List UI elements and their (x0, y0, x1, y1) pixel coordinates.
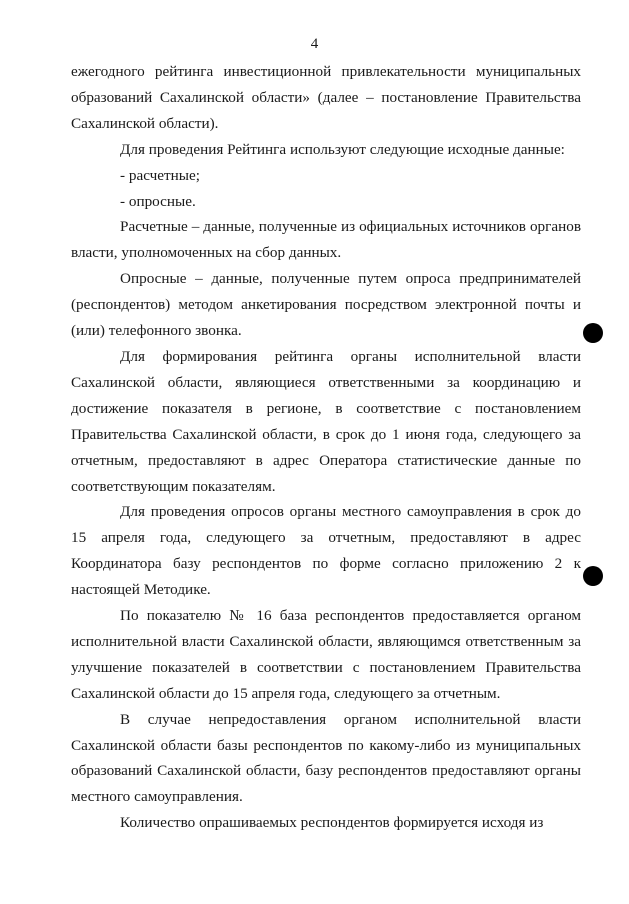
hole-punch-mark (583, 566, 603, 586)
page-number: 4 (310, 36, 319, 52)
paragraph-intro-continuation: ежегодного рейтинга инвестиционной привлекательности муниципальных образований Сахалинской области» (далее – постановление Правительства Сахалинской области). (71, 63, 581, 132)
list-item-survey: - опросные. (120, 192, 196, 210)
paragraph-non-submission: В случае непредоставления органом исполнительной власти Сахалинской области базы респондентов по какому-либо из муниципальных образований Сахалинской области, базу респондентов предоставляют органы местного самоуправления. (71, 710, 581, 806)
paragraph-calculated-definition: Расчетные – данные, полученные из официальных источников органов власти, уполномоченных на сбор данных. (71, 218, 581, 262)
hole-punch-mark (583, 323, 603, 343)
paragraph-respondent-count: Количество опрашиваемых респондентов формируется исходя из (120, 814, 544, 832)
document-body (71, 59, 581, 836)
paragraph-indicator-16: По показателю № 16 база респондентов предоставляется органом исполнительной власти Сахалинской области, являющимся ответственным за улучшение показателей в соответствии с постановлением Правительства Сахалинской области до 15 апреля года, следующего за отчетным. (71, 607, 581, 702)
paragraph-rating-formation: Для формирования рейтинга органы исполнительной власти Сахалинской области, являющиеся ответственными за координацию и достижение показателя в регионе, в соответствие с постановлением Правительства Сахалинской области, в срок до 1 июня года, следующего за отчетным, предоставляют в адрес Оператора статистические данные по соответствующим показателям. (71, 347, 581, 495)
paragraph-survey-definition: Опросные – данные, полученные путем опроса предпринимателей (респондентов) методом анкетирования посредством электронной почты и (или) телефонного звонка. (71, 270, 581, 340)
paragraph-survey-conduct: Для проведения опросов органы местного самоуправления в срок до 15 апреля года, следующего за отчетным, предоставляют в адрес Координатора базу респондентов по форме согласно приложению 2 к настоящей Методике. (71, 503, 581, 599)
list-item-calculated: - расчетные; (120, 166, 200, 184)
paragraph-source-data: Для проведения Рейтинга используют следующие исходные данные: (120, 140, 565, 158)
